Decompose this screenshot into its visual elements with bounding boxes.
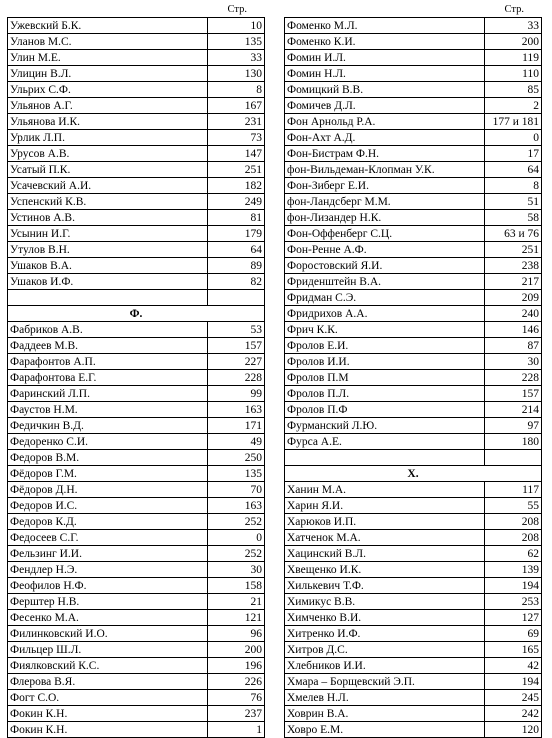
person-name-cell: Фаддеев М.В. bbox=[8, 338, 208, 354]
table-row bbox=[285, 194, 542, 210]
table-row bbox=[8, 242, 265, 258]
person-name-cell: Флерова В.Я. bbox=[8, 674, 208, 690]
page-number-cell: 167 bbox=[208, 98, 265, 114]
person-name-cell bbox=[285, 450, 485, 466]
person-name-cell: Федоров И.С. bbox=[8, 498, 208, 514]
page-number-cell: 157 bbox=[485, 386, 542, 402]
person-name-cell: Фролов П.Ф bbox=[285, 402, 485, 418]
person-name-cell: Уланов М.С. bbox=[8, 34, 208, 50]
page-number-cell: 217 bbox=[485, 274, 542, 290]
page-number-cell: 252 bbox=[208, 514, 265, 530]
table-row bbox=[285, 34, 542, 50]
person-name-cell: Федоров В.М. bbox=[8, 450, 208, 466]
table-row bbox=[8, 146, 265, 162]
page-number-cell: 240 bbox=[485, 306, 542, 322]
table-row bbox=[8, 210, 265, 226]
page-number-cell: 8 bbox=[208, 82, 265, 98]
person-name-cell: Ужевский Б.К. bbox=[8, 18, 208, 34]
person-name-cell: Ульянова И.К. bbox=[8, 114, 208, 130]
table-row bbox=[8, 226, 265, 242]
person-name-cell: Устинов А.В. bbox=[8, 210, 208, 226]
page-number-cell: 146 bbox=[485, 322, 542, 338]
page-number-cell: 49 bbox=[208, 434, 265, 450]
page-number-cell: 30 bbox=[485, 354, 542, 370]
person-name-cell: Фон Арнольд Р.А. bbox=[285, 114, 485, 130]
page-number-cell: 121 bbox=[208, 610, 265, 626]
table-row bbox=[285, 322, 542, 338]
person-name-cell: Феофилов Н.Ф. bbox=[8, 578, 208, 594]
table-row bbox=[285, 178, 542, 194]
page-number-cell: 200 bbox=[208, 642, 265, 658]
page-number-cell: 53 bbox=[208, 322, 265, 338]
page-number-cell: 73 bbox=[208, 130, 265, 146]
table-row bbox=[8, 290, 265, 306]
table-row bbox=[285, 562, 542, 578]
table-row bbox=[285, 258, 542, 274]
person-name-cell: Филинковский И.О. bbox=[8, 626, 208, 642]
table-row bbox=[8, 434, 265, 450]
page-number-cell: 0 bbox=[208, 530, 265, 546]
table-row bbox=[285, 434, 542, 450]
page-number-cell: 139 bbox=[485, 562, 542, 578]
page-number-cell: 237 bbox=[208, 706, 265, 722]
person-name-cell: Федичкин В.Д. bbox=[8, 418, 208, 434]
page-number-cell: 99 bbox=[208, 386, 265, 402]
page-number-cell: 135 bbox=[208, 466, 265, 482]
table-row bbox=[8, 34, 265, 50]
page-number-cell: 130 bbox=[208, 66, 265, 82]
person-name-cell: Фурманский Л.Ю. bbox=[285, 418, 485, 434]
table-row bbox=[285, 514, 542, 530]
page-number-cell: 58 bbox=[485, 210, 542, 226]
page-number-cell: 82 bbox=[208, 274, 265, 290]
page-number-cell: 81 bbox=[208, 210, 265, 226]
page-number-cell: 177 и 181 bbox=[485, 114, 542, 130]
table-row bbox=[8, 594, 265, 610]
table-row bbox=[8, 18, 265, 34]
table-row bbox=[8, 178, 265, 194]
table-row bbox=[285, 50, 542, 66]
page-number-cell: 2 bbox=[485, 98, 542, 114]
table-row bbox=[285, 338, 542, 354]
table-row bbox=[8, 50, 265, 66]
person-name-cell: Хмелев Н.Л. bbox=[285, 690, 485, 706]
page-number-cell: 158 bbox=[208, 578, 265, 594]
table-row bbox=[8, 690, 265, 706]
person-name-cell: Фоменко М.Л. bbox=[285, 18, 485, 34]
page-number-cell: 76 bbox=[208, 690, 265, 706]
person-name-cell: Фрич К.К. bbox=[285, 322, 485, 338]
person-name-cell: Улицин В.Л. bbox=[8, 66, 208, 82]
table-row bbox=[8, 514, 265, 530]
page-number-cell: 119 bbox=[485, 50, 542, 66]
table-row bbox=[285, 642, 542, 658]
page-number-cell bbox=[485, 450, 542, 466]
table-row bbox=[285, 578, 542, 594]
page-number-cell: 251 bbox=[485, 242, 542, 258]
table-row bbox=[8, 498, 265, 514]
table-row bbox=[285, 306, 542, 322]
page-number-cell: 64 bbox=[208, 242, 265, 258]
person-name-cell: Ушаков И.Ф. bbox=[8, 274, 208, 290]
person-name-cell: Урусов А.В. bbox=[8, 146, 208, 162]
person-name-cell: Хатченок М.А. bbox=[285, 530, 485, 546]
page-number-cell: 180 bbox=[485, 434, 542, 450]
person-name-cell: Химикус В.В. bbox=[285, 594, 485, 610]
table-row bbox=[8, 482, 265, 498]
person-name-cell: Фаустов Н.М. bbox=[8, 402, 208, 418]
page-number-cell: 251 bbox=[208, 162, 265, 178]
person-name-cell: Фельзинг И.И. bbox=[8, 546, 208, 562]
table-row bbox=[285, 210, 542, 226]
person-name-cell: Фарафонтов А.П. bbox=[8, 354, 208, 370]
page-number-cell: 252 bbox=[208, 546, 265, 562]
index-column-left bbox=[7, 3, 265, 738]
page-number-cell: 85 bbox=[485, 82, 542, 98]
table-row bbox=[8, 578, 265, 594]
page-number-cell: 179 bbox=[208, 226, 265, 242]
table-row bbox=[285, 498, 542, 514]
page-number-cell: 157 bbox=[208, 338, 265, 354]
person-name-cell: Фёдоров Д.Н. bbox=[8, 482, 208, 498]
table-row bbox=[8, 82, 265, 98]
person-name-cell: Фоменко К.И. bbox=[285, 34, 485, 50]
page-number-cell: 17 bbox=[485, 146, 542, 162]
table-row bbox=[285, 290, 542, 306]
table-row bbox=[285, 98, 542, 114]
section-letter-heading: Ф. bbox=[8, 306, 265, 322]
person-name-cell: Харин Я.И. bbox=[285, 498, 485, 514]
person-name-cell: Фролов Е.И. bbox=[285, 338, 485, 354]
person-name-cell: Ханин М.А. bbox=[285, 482, 485, 498]
page-number-cell: 182 bbox=[208, 178, 265, 194]
person-name-cell: Фон-Ахт А.Д. bbox=[285, 130, 485, 146]
table-row bbox=[285, 610, 542, 626]
page-number-cell: 96 bbox=[208, 626, 265, 642]
person-name-cell: Фомин И.Л. bbox=[285, 50, 485, 66]
table-row bbox=[8, 162, 265, 178]
person-name-cell: Фокин К.Н. bbox=[8, 706, 208, 722]
page-number-cell: 135 bbox=[208, 34, 265, 50]
page-number-cell: 250 bbox=[208, 450, 265, 466]
page-number-cell: 33 bbox=[208, 50, 265, 66]
table-row bbox=[285, 594, 542, 610]
person-name-cell: Фриденштейн В.А. bbox=[285, 274, 485, 290]
person-name-cell: Утулов В.Н. bbox=[8, 242, 208, 258]
table-row bbox=[8, 610, 265, 626]
person-name-cell: Фомицкий В.В. bbox=[285, 82, 485, 98]
page-number-cell: 147 bbox=[208, 146, 265, 162]
table-row bbox=[8, 386, 265, 402]
page-number-cell: 127 bbox=[485, 610, 542, 626]
table-row bbox=[285, 354, 542, 370]
person-name-cell: Фёдоров Г.М. bbox=[8, 466, 208, 482]
page-number-cell: 8 bbox=[485, 178, 542, 194]
table-row bbox=[8, 658, 265, 674]
person-name-cell: Фокин К.Н. bbox=[8, 722, 208, 738]
page-number-cell: 62 bbox=[485, 546, 542, 562]
person-name-cell: Федоренко С.И. bbox=[8, 434, 208, 450]
page-number-cell: 87 bbox=[485, 338, 542, 354]
page-number-cell: 120 bbox=[485, 722, 542, 738]
page-number-cell: 214 bbox=[485, 402, 542, 418]
table-row bbox=[285, 690, 542, 706]
table-row bbox=[8, 674, 265, 690]
person-name-cell: фон-Лизандер Н.К. bbox=[285, 210, 485, 226]
person-name-cell: Ульянов А.Г. bbox=[8, 98, 208, 114]
table-row bbox=[8, 418, 265, 434]
page-number-cell: 249 bbox=[208, 194, 265, 210]
table-row bbox=[285, 466, 542, 482]
table-row bbox=[8, 706, 265, 722]
page-number-cell: 171 bbox=[208, 418, 265, 434]
page-number-cell: 51 bbox=[485, 194, 542, 210]
table-row bbox=[8, 402, 265, 418]
person-name-cell: Хмара – Борщевский Э.П. bbox=[285, 674, 485, 690]
table-row bbox=[285, 370, 542, 386]
page-number-cell: 227 bbox=[208, 354, 265, 370]
page-number-cell: 208 bbox=[485, 530, 542, 546]
page-column-header: Стр. bbox=[504, 4, 524, 15]
section-letter-heading: Х. bbox=[285, 466, 542, 482]
person-name-cell: Ферштер Н.В. bbox=[8, 594, 208, 610]
table-row bbox=[285, 402, 542, 418]
person-name-cell bbox=[8, 290, 208, 306]
person-name-cell: Фабриков А.В. bbox=[8, 322, 208, 338]
page-number-cell: 242 bbox=[485, 706, 542, 722]
person-name-cell: Фон-Бистрам Ф.Н. bbox=[285, 146, 485, 162]
person-name-cell: Ховрин В.А. bbox=[285, 706, 485, 722]
person-name-cell: Форостовский Я.И. bbox=[285, 258, 485, 274]
page-number-cell: 231 bbox=[208, 114, 265, 130]
person-name-cell: Ушаков В.А. bbox=[8, 258, 208, 274]
table-row bbox=[8, 722, 265, 738]
table-row bbox=[8, 370, 265, 386]
page-number-cell: 194 bbox=[485, 674, 542, 690]
table-row bbox=[8, 546, 265, 562]
person-name-cell: Хитров Д.С. bbox=[285, 642, 485, 658]
table-row bbox=[8, 194, 265, 210]
table-row bbox=[8, 306, 265, 322]
person-name-cell: Усынин И.Г. bbox=[8, 226, 208, 242]
page-number-cell: 163 bbox=[208, 498, 265, 514]
table-row bbox=[285, 274, 542, 290]
person-name-cell: Фон-Оффенберг С.Ц. bbox=[285, 226, 485, 242]
person-name-cell: фон-Ландсберг М.М. bbox=[285, 194, 485, 210]
table-row bbox=[285, 82, 542, 98]
table-row bbox=[285, 114, 542, 130]
page-number-cell: 228 bbox=[485, 370, 542, 386]
person-name-cell: Улин М.Е. bbox=[8, 50, 208, 66]
person-name-cell: Фогт С.О. bbox=[8, 690, 208, 706]
page-number-cell: 226 bbox=[208, 674, 265, 690]
table-row bbox=[285, 130, 542, 146]
table-row bbox=[285, 658, 542, 674]
page-number-cell: 208 bbox=[485, 514, 542, 530]
table-row bbox=[285, 226, 542, 242]
table-row bbox=[8, 530, 265, 546]
person-name-cell: Федосеев С.Г. bbox=[8, 530, 208, 546]
table-row bbox=[8, 114, 265, 130]
page-column-header: Стр. bbox=[227, 4, 247, 15]
table-row bbox=[8, 626, 265, 642]
page-number-cell: 165 bbox=[485, 642, 542, 658]
page-number-cell: 89 bbox=[208, 258, 265, 274]
table-row bbox=[285, 386, 542, 402]
index-table-left bbox=[7, 17, 265, 738]
person-name-cell: Фролов П.М bbox=[285, 370, 485, 386]
person-name-cell: Федоров К.Д. bbox=[8, 514, 208, 530]
person-name-cell: Ховро Е.М. bbox=[285, 722, 485, 738]
page-number-cell: 42 bbox=[485, 658, 542, 674]
person-name-cell: Фесенко М.А. bbox=[8, 610, 208, 626]
table-row bbox=[8, 66, 265, 82]
page-number-cell: 209 bbox=[485, 290, 542, 306]
person-name-cell: Усатый П.К. bbox=[8, 162, 208, 178]
person-name-cell: Хвещенко И.К. bbox=[285, 562, 485, 578]
page-number-cell bbox=[208, 290, 265, 306]
page-number-cell: 55 bbox=[485, 498, 542, 514]
table-row bbox=[285, 706, 542, 722]
person-name-cell: Хлебников И.И. bbox=[285, 658, 485, 674]
page-number-cell: 194 bbox=[485, 578, 542, 594]
table-row bbox=[285, 626, 542, 642]
person-name-cell: Фридман С.Э. bbox=[285, 290, 485, 306]
person-name-cell: фон-Вильдеман-Клопман У.К. bbox=[285, 162, 485, 178]
table-row bbox=[285, 674, 542, 690]
page-number-cell: 10 bbox=[208, 18, 265, 34]
table-row bbox=[8, 354, 265, 370]
person-name-cell: Фон-Ренне А.Ф. bbox=[285, 242, 485, 258]
person-name-cell: Фиялковский К.С. bbox=[8, 658, 208, 674]
person-name-cell: Фон-Зиберг Е.И. bbox=[285, 178, 485, 194]
person-name-cell: Харюков И.П. bbox=[285, 514, 485, 530]
table-row bbox=[8, 450, 265, 466]
person-name-cell: Фролов П.Л. bbox=[285, 386, 485, 402]
page-number-cell: 64 bbox=[485, 162, 542, 178]
person-name-cell: Хитренко И.Ф. bbox=[285, 626, 485, 642]
person-name-cell: Ульрих С.Ф. bbox=[8, 82, 208, 98]
person-name-cell: Фомичев Д.Л. bbox=[285, 98, 485, 114]
table-row bbox=[8, 338, 265, 354]
index-table-right bbox=[284, 17, 542, 738]
person-name-cell: Хилькевич Т.Ф. bbox=[285, 578, 485, 594]
person-name-cell: Фендлер Н.Э. bbox=[8, 562, 208, 578]
table-row bbox=[8, 274, 265, 290]
table-row bbox=[285, 66, 542, 82]
page-number-cell: 0 bbox=[485, 130, 542, 146]
person-name-cell: Фомин Н.Л. bbox=[285, 66, 485, 82]
table-row bbox=[285, 482, 542, 498]
person-name-cell: Фильцер Ш.Л. bbox=[8, 642, 208, 658]
page-number-cell: 63 и 76 bbox=[485, 226, 542, 242]
table-row bbox=[285, 546, 542, 562]
page-number-cell: 253 bbox=[485, 594, 542, 610]
table-row bbox=[285, 242, 542, 258]
page-number-cell: 200 bbox=[485, 34, 542, 50]
page-number-cell: 97 bbox=[485, 418, 542, 434]
page-number-cell: 238 bbox=[485, 258, 542, 274]
table-row bbox=[285, 418, 542, 434]
page-number-cell: 69 bbox=[485, 626, 542, 642]
page-number-cell: 117 bbox=[485, 482, 542, 498]
table-row bbox=[8, 322, 265, 338]
table-row bbox=[8, 642, 265, 658]
table-row bbox=[8, 258, 265, 274]
table-row bbox=[285, 722, 542, 738]
page-number-cell: 196 bbox=[208, 658, 265, 674]
page-number-cell: 30 bbox=[208, 562, 265, 578]
table-row bbox=[285, 450, 542, 466]
page-number-cell: 228 bbox=[208, 370, 265, 386]
person-name-cell: Урлик Л.П. bbox=[8, 130, 208, 146]
person-name-cell: Фарафонтова Е.Г. bbox=[8, 370, 208, 386]
person-name-cell: Усачевский А.И. bbox=[8, 178, 208, 194]
person-name-cell: Хацинский В.Л. bbox=[285, 546, 485, 562]
person-name-cell: Фролов И.И. bbox=[285, 354, 485, 370]
table-row bbox=[8, 466, 265, 482]
page-number-cell: 1 bbox=[208, 722, 265, 738]
page-number-cell: 33 bbox=[485, 18, 542, 34]
index-column-right bbox=[284, 3, 542, 738]
person-name-cell: Фурса А.Е. bbox=[285, 434, 485, 450]
page-number-cell: 245 bbox=[485, 690, 542, 706]
table-row bbox=[285, 162, 542, 178]
person-name-cell: Успенский К.В. bbox=[8, 194, 208, 210]
table-row bbox=[285, 18, 542, 34]
page-number-cell: 163 bbox=[208, 402, 265, 418]
table-row bbox=[285, 146, 542, 162]
page-number-cell: 70 bbox=[208, 482, 265, 498]
person-name-cell: Фридрихов А.А. bbox=[285, 306, 485, 322]
person-name-cell: Химченко В.И. bbox=[285, 610, 485, 626]
table-row bbox=[8, 130, 265, 146]
page-number-cell: 110 bbox=[485, 66, 542, 82]
table-row bbox=[8, 562, 265, 578]
person-name-cell: Фаринский Л.П. bbox=[8, 386, 208, 402]
table-row bbox=[8, 98, 265, 114]
table-row bbox=[285, 530, 542, 546]
page-number-cell: 21 bbox=[208, 594, 265, 610]
